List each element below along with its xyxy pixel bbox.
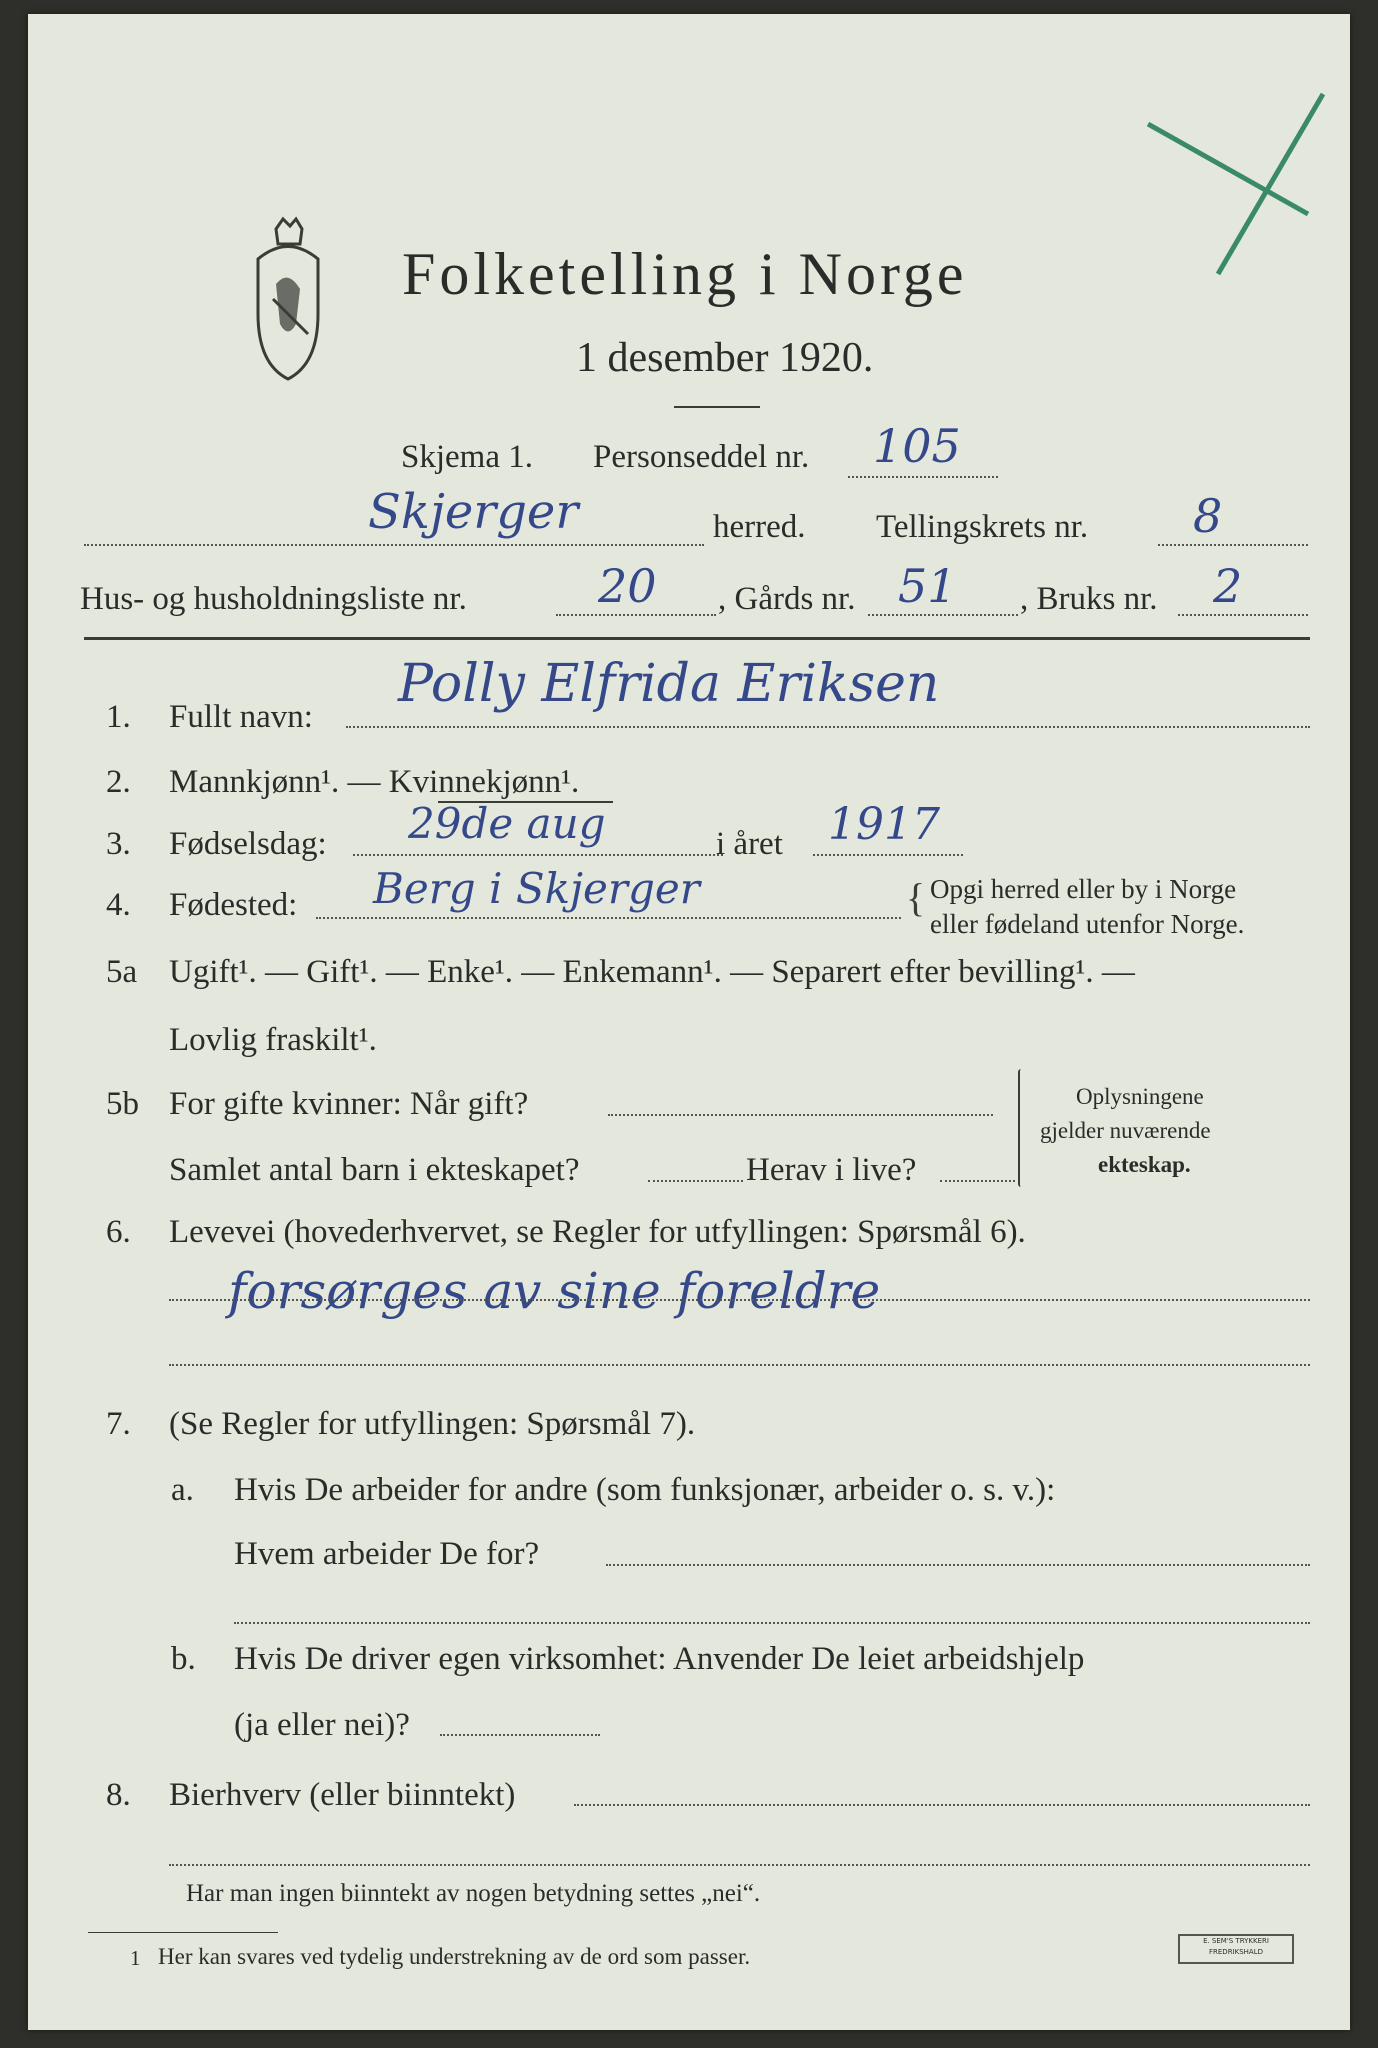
- q5a-line2: Lovlig fraskilt¹.: [169, 1022, 377, 1058]
- page-title: Folketelling i Norge: [402, 241, 968, 307]
- q5b-children-line: [648, 1180, 743, 1182]
- personseddel-label: Personseddel nr.: [593, 439, 810, 475]
- q5b-number: 5b: [106, 1086, 139, 1122]
- q8-number: 8.: [106, 1777, 131, 1813]
- q7-label: (Se Regler for utfyllingen: Spørsmål 7).: [169, 1406, 696, 1442]
- census-date: 1 desember 1920.: [576, 335, 874, 381]
- q5b-alive-line: [940, 1180, 1015, 1182]
- q4-note-line1: Opgi herred eller by i Norge: [930, 874, 1237, 904]
- printer-line1: E. SEM'S TRYKKERI: [1203, 1937, 1269, 1945]
- bruks-value: 2: [1213, 559, 1243, 613]
- biinntekt-note: Har man ingen biinntekt av nogen betydning settes „nei“.: [186, 1880, 761, 1907]
- q5b-alive-label: Herav i live?: [746, 1152, 917, 1188]
- q3-year-label: i året: [716, 826, 783, 862]
- q1-line: [346, 726, 1310, 728]
- coat-of-arms-icon: [238, 214, 338, 384]
- q5a-line1: Ugift¹. — Gift¹. — Enke¹. — Enkemann¹. — Separert efter bevilling¹. —: [169, 954, 1135, 990]
- hus-line: [556, 614, 716, 616]
- q5b-note-line3: ekteskap.: [1098, 1152, 1191, 1177]
- q7a-line1: Hvis De arbeider for andre (som funksjonær, arbeider o. s. v.):: [234, 1472, 1056, 1508]
- q5b-married-line: [608, 1114, 993, 1116]
- tellingskrets-value: 8: [1193, 489, 1223, 543]
- bruks-line: [1178, 614, 1308, 616]
- q5b-note-line2: gjelder nuværende: [1040, 1118, 1211, 1143]
- herred-label: herred.: [713, 509, 806, 545]
- q8-line1: [574, 1804, 1310, 1806]
- q7a-answer-line1: [606, 1564, 1310, 1566]
- q5b-bracket: [1018, 1069, 1024, 1187]
- q3-value: 29de aug: [408, 799, 606, 848]
- q5b-note-line1: Oplysningene: [1076, 1084, 1204, 1109]
- q2-label: Mannkjønn¹. — Kvinnekjønn¹.: [169, 764, 580, 800]
- q7a-line2: Hvem arbeider De for?: [234, 1536, 540, 1572]
- tellingskrets-line: [1158, 544, 1308, 546]
- personseddel-value: 105: [873, 419, 961, 473]
- herred-value: Skjerger: [368, 484, 579, 540]
- q7b-letter: b.: [171, 1641, 196, 1677]
- q4-note-line2: eller fødeland utenfor Norge.: [930, 909, 1245, 939]
- q7b-answer-line: [440, 1734, 600, 1736]
- q1-number: 1.: [106, 699, 131, 735]
- footnote-rule: [88, 1932, 278, 1933]
- q7b-line1: Hvis De driver egen virksomhet: Anvender De leiet arbeidshjelp: [234, 1641, 1085, 1677]
- printer-line2: FREDRIKSHALD: [1208, 1948, 1263, 1956]
- q5b-line2: Samlet antal barn i ekteskapet?: [169, 1152, 580, 1188]
- hus-value: 20: [598, 559, 657, 613]
- q3-year-line: [813, 854, 963, 856]
- bruks-label: , Bruks nr.: [1020, 581, 1158, 617]
- personseddel-line: [848, 476, 998, 478]
- hus-label: Hus- og husholdningsliste nr.: [80, 581, 467, 617]
- tellingskrets-label: Tellingskrets nr.: [876, 509, 1089, 545]
- q3-year-value: 1917: [828, 799, 940, 850]
- schema-label: Skjema 1.: [401, 439, 533, 475]
- printer-stamp: [1178, 1934, 1294, 1964]
- q7a-letter: a.: [171, 1472, 194, 1508]
- q8-line2: [169, 1864, 1310, 1866]
- q7b-line2: (ja eller nei)?: [234, 1707, 410, 1743]
- q5a-number: 5a: [106, 954, 138, 990]
- q3-line: [353, 854, 723, 856]
- census-form: [28, 14, 1350, 2030]
- q5b-line1: For gifte kvinner: Når gift?: [169, 1086, 529, 1122]
- q4-label: Fødested:: [169, 887, 298, 923]
- q8-label: Bierhverv (eller biinntekt): [169, 1777, 516, 1813]
- q6-value: forsørges av sine foreldre: [228, 1262, 881, 1320]
- divider: [674, 406, 760, 408]
- q3-number: 3.: [106, 826, 131, 862]
- q6-line1: [169, 1299, 1310, 1301]
- q3-label: Fødselsdag:: [169, 826, 327, 862]
- herred-line: [84, 544, 704, 546]
- q1-value: Polly Elfrida Eriksen: [398, 654, 940, 714]
- gards-line: [868, 614, 1018, 616]
- header-rule: [84, 637, 1310, 640]
- q4-number: 4.: [106, 887, 131, 923]
- footnote-text: Her kan svares ved tydelig understrekning av de ord som passer.: [158, 1944, 751, 1969]
- q2-number: 2.: [106, 764, 131, 800]
- q7a-answer-line2: [234, 1622, 1310, 1624]
- q6-label: Levevei (hovederhvervet, se Regler for utfyllingen: Spørsmål 6).: [169, 1214, 1026, 1250]
- q4-value: Berg i Skjerger: [373, 864, 700, 913]
- q7-number: 7.: [106, 1406, 131, 1442]
- q6-line2: [169, 1364, 1310, 1366]
- q1-label: Fullt navn:: [169, 699, 313, 735]
- q4-brace: {: [906, 875, 926, 920]
- gards-label: , Gårds nr.: [718, 581, 856, 617]
- q6-number: 6.: [106, 1214, 131, 1250]
- q4-line: [316, 917, 901, 919]
- footnote-mark: 1: [130, 1946, 141, 1970]
- green-cross-mark: [1108, 84, 1328, 284]
- gards-value: 51: [898, 559, 957, 613]
